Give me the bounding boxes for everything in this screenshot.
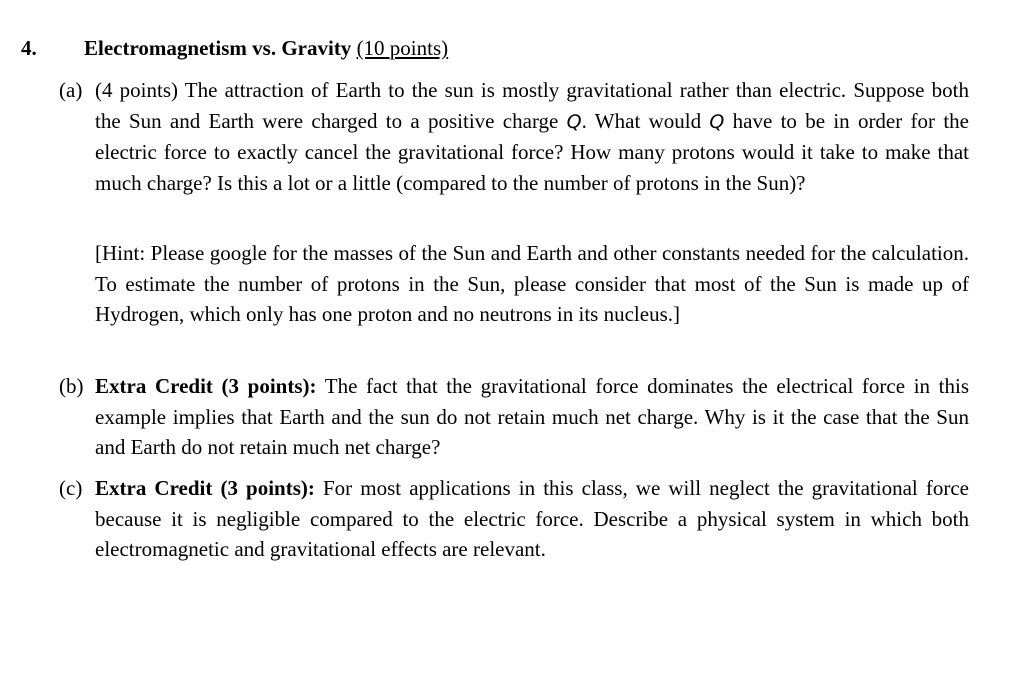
problem-title: Electromagnetism vs. Gravity [84,36,352,60]
part-a [59,75,969,198]
part-c-body: For most applications in this class, we will neglect the gravitational force because it is negligible compared to the electric force. Describe a physical system in which both electromagnetic and gravitational effects are relevant. [95,476,969,562]
part-a-text-2: . What would [581,108,710,133]
part-a-label: (a) [59,78,83,102]
part-b-text [95,371,969,463]
charge-variable-q-2: Q [709,110,725,133]
part-c-label: (c) [59,476,83,500]
part-b-heading: Extra Credit (3 points): [95,374,317,398]
part-a-text-3: have to be in order for the electric force to exactly cancel the gravitational force? How many protons would it take to make that much charge? Is this a lot or a little (compared to the number of protons in the Sun)? [95,108,969,195]
part-c-text [95,473,969,565]
part-a-hint: [Hint: Please google for the masses of the Sun and Earth and other constants needed for the calculation. To estimate the number of protons in the Sun, please consider that most of the Sun is made up of Hydrogen, which only has one proton and no neutrons in its nucleus.] [95,241,969,327]
problem-number: 4. [21,36,37,60]
charge-variable-q: Q [566,110,582,133]
part-a-text-1: (4 points) The attraction of Earth to the sun is mostly gravitational rather than electric. Suppose both the Sun and Earth were charged to a positive charge [95,78,969,133]
part-c-heading: Extra Credit (3 points): [95,476,315,500]
problem-heading [21,33,448,63]
part-c [59,473,969,565]
part-a-text [95,75,969,198]
part-b [59,371,969,463]
part-b-body: The fact that the gravitational force dominates the electrical force in this example implies that Earth and the sun do not retain much net charge. Why is it the case that the Sun and Earth do not retain much net charge? [95,374,970,460]
part-b-label: (b) [59,374,84,398]
problem-points: (10 points) [356,36,449,60]
